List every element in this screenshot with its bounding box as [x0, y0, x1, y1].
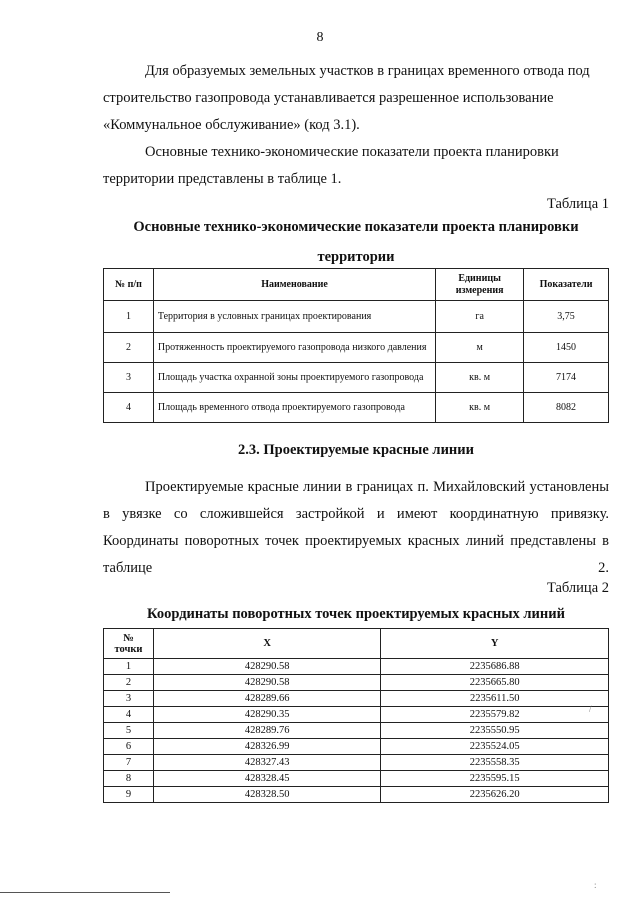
point-y: 2235626.20 — [381, 787, 609, 803]
page-number: 8 — [316, 30, 324, 45]
indicators-table — [103, 268, 609, 423]
section-heading: 2.3. Проектируемые красные линии — [237, 442, 474, 458]
row-name: Территория в условных границах проектирования — [153, 301, 435, 333]
scan-speck: / — [589, 704, 592, 714]
row-number: 4 — [104, 393, 154, 423]
point-number: 9 — [104, 787, 154, 803]
row-unit: га — [436, 301, 524, 333]
point-y: 2235524.05 — [381, 739, 609, 755]
point-y: 2235579.82 — [381, 707, 609, 723]
table-row — [104, 301, 609, 333]
table-row — [104, 659, 609, 675]
table-row — [104, 723, 609, 739]
intro-paragraph-2: Основные технико-экономические показатели проекта планировки территории представлены в таблице 1. — [103, 144, 559, 187]
intro-paragraph-1: Для образуемых земельных участков в границах временного отвода под строительство газопровода устанавливается разрешенное использование «Коммунальное обслуживание» (код 3.1). — [103, 63, 590, 133]
footer-rule — [0, 892, 170, 893]
row-name: Протяженность проектируемого газопровода низкого давления — [153, 333, 435, 363]
row-unit: м — [436, 333, 524, 363]
table2-header-y: Y — [381, 629, 609, 659]
point-number: 4 — [104, 707, 154, 723]
table2-header-x: X — [153, 629, 381, 659]
row-unit: кв. м — [436, 393, 524, 423]
table1-header-row — [104, 269, 609, 301]
point-y: 2235595.15 — [381, 771, 609, 787]
point-x: 428326.99 — [153, 739, 381, 755]
table-row — [104, 787, 609, 803]
point-number: 1 — [104, 659, 154, 675]
table-row — [104, 707, 609, 723]
point-y: 2235611.50 — [381, 691, 609, 707]
point-number: 7 — [104, 755, 154, 771]
point-x: 428290.35 — [153, 707, 381, 723]
row-number: 2 — [104, 333, 154, 363]
row-number: 3 — [104, 363, 154, 393]
table1-caption: Таблица 1 — [546, 196, 609, 212]
coordinates-table — [103, 628, 609, 803]
table-row — [104, 755, 609, 771]
table2-header-num: № точки — [104, 629, 154, 659]
table1-header-unit: Единицы измерения — [436, 269, 524, 301]
point-x: 428289.66 — [153, 691, 381, 707]
point-x: 428327.43 — [153, 755, 381, 771]
table-row — [104, 675, 609, 691]
row-unit: кв. м — [436, 363, 524, 393]
point-number: 2 — [104, 675, 154, 691]
table-row — [104, 771, 609, 787]
row-name: Площадь участка охранной зоны проектируемого газопровода — [153, 363, 435, 393]
table-row — [104, 363, 609, 393]
table1-header-value: Показатели — [524, 269, 609, 301]
table-row — [104, 739, 609, 755]
point-x: 428289.76 — [153, 723, 381, 739]
point-x: 428290.58 — [153, 675, 381, 691]
row-value: 3,75 — [524, 301, 609, 333]
point-number: 5 — [104, 723, 154, 739]
table-row — [104, 691, 609, 707]
table1-header-name: Наименование — [153, 269, 435, 301]
row-value: 1450 — [524, 333, 609, 363]
table1-title: Основные технико-экономические показатели проекта планировки территории — [133, 219, 579, 265]
point-y: 2235665.80 — [381, 675, 609, 691]
point-y: 2235558.35 — [381, 755, 609, 771]
table1-header-num: № п/п — [104, 269, 154, 301]
row-value: 7174 — [524, 363, 609, 393]
row-number: 1 — [104, 301, 154, 333]
point-number: 8 — [104, 771, 154, 787]
point-number: 3 — [104, 691, 154, 707]
point-x: 428328.50 — [153, 787, 381, 803]
table2-title: Координаты поворотных точек проектируемых красных линий — [147, 606, 565, 622]
point-x: 428328.45 — [153, 771, 381, 787]
row-value: 8082 — [524, 393, 609, 423]
point-number: 6 — [104, 739, 154, 755]
point-x: 428290.58 — [153, 659, 381, 675]
table-row — [104, 393, 609, 423]
table-row — [104, 333, 609, 363]
row-name: Площадь временного отвода проектируемого газопровода — [153, 393, 435, 423]
table2-header-row — [104, 629, 609, 659]
point-y: 2235550.95 — [381, 723, 609, 739]
point-y: 2235686.88 — [381, 659, 609, 675]
table2-caption: Таблица 2 — [546, 580, 609, 596]
section-paragraph: Проектируемые красные линии в границах п. Михайловский установлены в увязке со сложившейся застройкой и имеют координатную привязку. Координаты поворотных точек проектируемых красных линий представлены в таблице 2. — [103, 479, 609, 576]
scan-speck: : — [594, 880, 597, 890]
